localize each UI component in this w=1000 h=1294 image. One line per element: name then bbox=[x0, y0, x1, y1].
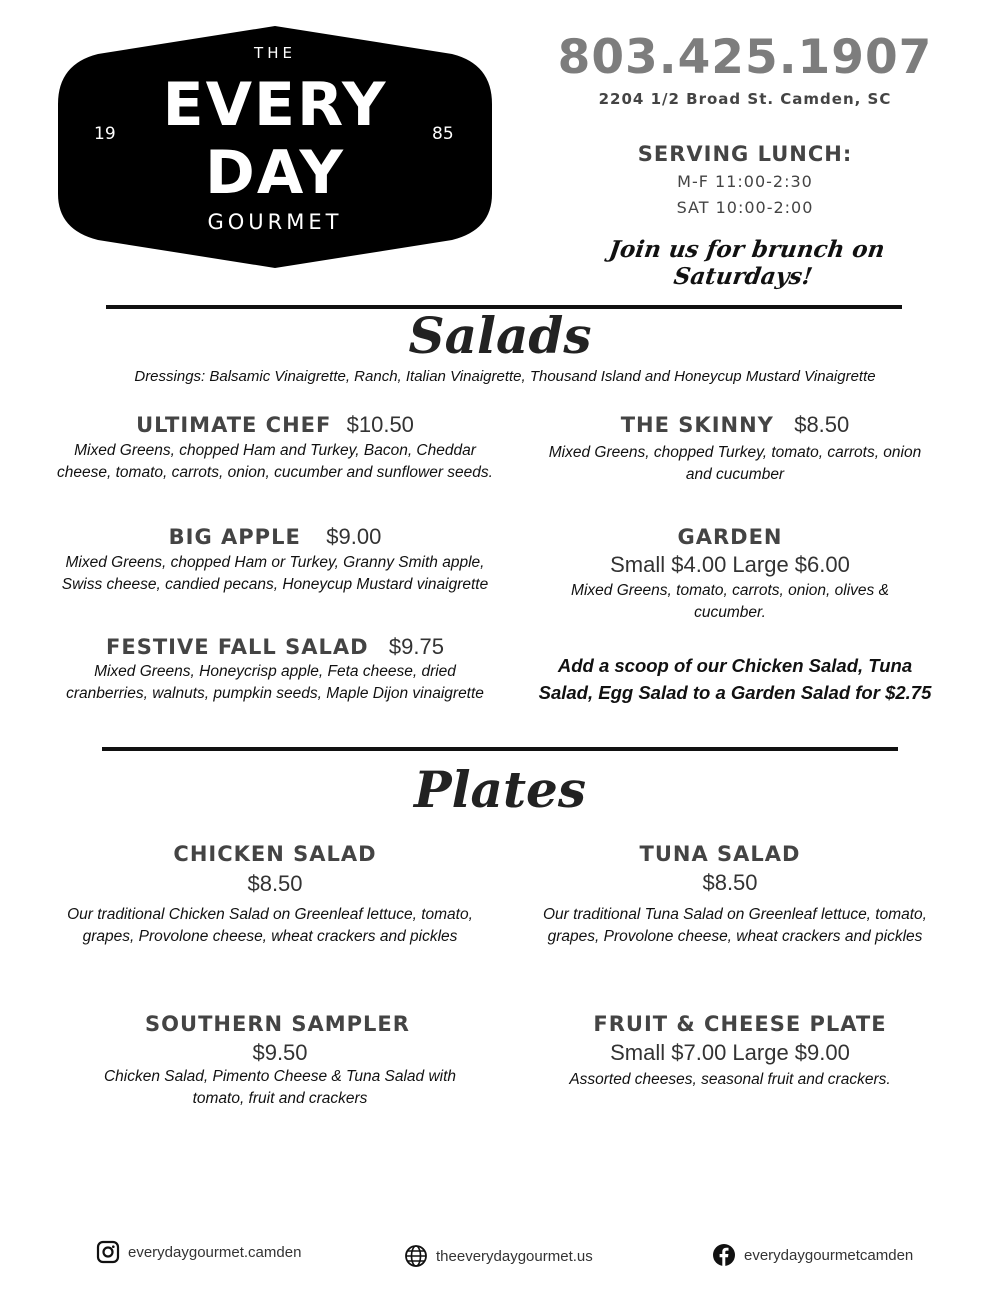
garden-desc-line1: Mixed Greens, tomato, carrots, onion, olives & bbox=[571, 582, 889, 599]
the-skinny-description bbox=[520, 442, 950, 486]
tuna-salad-desc-line1: Our traditional Tuna Salad on Greenleaf lettuce, tomato, bbox=[543, 906, 927, 923]
southern-sampler-description bbox=[40, 1066, 520, 1110]
garden-name: GARDEN bbox=[677, 525, 783, 549]
logo-gourmet: GOURMET bbox=[207, 210, 343, 234]
fruit-cheese-desc-line1: Assorted cheeses, seasonal fruit and crackers. bbox=[569, 1071, 891, 1088]
address: 2204 1/2 Broad St. Camden, SC bbox=[598, 90, 892, 108]
instagram-icon bbox=[96, 1240, 120, 1264]
tuna-salad-name: TUNA SALAD bbox=[639, 842, 801, 866]
festive-fall-desc-line2: cranberries, walnuts, pumpkin seeds, Maple Dijon vinaigrette bbox=[66, 685, 484, 702]
tuna-salad-description bbox=[520, 904, 950, 948]
big-apple-desc-line1: Mixed Greens, chopped Ham or Turkey, Granny Smith apple, bbox=[65, 554, 485, 571]
serving-lunch-heading: SERVING LUNCH: bbox=[637, 142, 853, 166]
fruit-cheese-price: Small $7.00 Large $9.00 bbox=[610, 1040, 850, 1065]
hours-saturday: SAT 10:00-2:00 bbox=[676, 198, 814, 217]
big-apple-heading bbox=[40, 524, 510, 550]
addon-line1: Add a scoop of our Chicken Salad, Tuna bbox=[557, 655, 913, 676]
garden-price: Small $4.00 Large $6.00 bbox=[610, 552, 850, 577]
logo-day: DAY bbox=[205, 138, 345, 208]
footer-instagram[interactable] bbox=[96, 1240, 301, 1264]
dressings-list: Dressings: Balsamic Vinaigrette, Ranch, Italian Vinaigrette, Thousand Island and Honeycup Mustard Vinaigrette bbox=[134, 368, 876, 385]
garden-desc-line2: cucumber. bbox=[694, 604, 766, 621]
garden-addon-note bbox=[520, 652, 950, 706]
southern-sampler-desc-line2: tomato, fruit and crackers bbox=[192, 1090, 368, 1107]
footer-facebook[interactable] bbox=[712, 1243, 913, 1267]
facebook-icon bbox=[712, 1243, 736, 1267]
chicken-salad-price: $8.50 bbox=[247, 871, 303, 896]
brunch-note: Join us for brunch on Saturdays! bbox=[607, 236, 887, 290]
logo-the: THE bbox=[254, 44, 296, 62]
ultimate-chef-name: ULTIMATE CHEF bbox=[136, 413, 332, 437]
festive-fall-name: FESTIVE FALL SALAD bbox=[106, 635, 369, 659]
footer-website[interactable] bbox=[404, 1244, 593, 1268]
festive-fall-heading bbox=[40, 634, 510, 660]
instagram-handle[interactable]: everydaygourmet.camden bbox=[128, 1243, 302, 1261]
the-skinny-heading bbox=[520, 412, 950, 438]
tuna-salad-price: $8.50 bbox=[702, 870, 758, 895]
website-url[interactable]: theeverydaygourmet.us bbox=[436, 1247, 593, 1265]
garden-description bbox=[520, 580, 940, 624]
big-apple-desc-line2: Swiss cheese, candied pecans, Honeycup Mustard vinaigrette bbox=[61, 576, 489, 593]
plates-title: Plates bbox=[413, 760, 587, 819]
festive-fall-description bbox=[40, 661, 510, 705]
divider-middle bbox=[102, 747, 898, 751]
logo-badge bbox=[58, 24, 492, 270]
hours-weekday: M-F 11:00-2:30 bbox=[677, 172, 813, 191]
globe-icon bbox=[404, 1244, 428, 1268]
big-apple-description bbox=[40, 552, 510, 596]
logo-year-left: 19 bbox=[94, 124, 116, 144]
the-skinny-desc-line2: and cucumber bbox=[685, 466, 785, 483]
ultimate-chef-desc-line2: cheese, tomato, carrots, onion, cucumber and sunflower seeds. bbox=[57, 464, 493, 481]
fruit-cheese-name: FRUIT & CHEESE PLATE bbox=[593, 1012, 887, 1036]
chicken-salad-description bbox=[30, 904, 510, 948]
salads-title: Salads bbox=[408, 306, 592, 365]
southern-sampler-price: $9.50 bbox=[252, 1040, 308, 1065]
ultimate-chef-description bbox=[40, 440, 510, 484]
ultimate-chef-heading bbox=[40, 412, 510, 438]
chicken-salad-name: CHICKEN SALAD bbox=[173, 842, 377, 866]
the-skinny-price: $8.50 bbox=[794, 412, 850, 437]
ultimate-chef-desc-line1: Mixed Greens, chopped Ham and Turkey, Bacon, Cheddar bbox=[74, 442, 476, 459]
ultimate-chef-price: $10.50 bbox=[346, 412, 414, 437]
festive-fall-desc-line1: Mixed Greens, Honeycrisp apple, Feta cheese, dried bbox=[94, 663, 456, 680]
festive-fall-price: $9.75 bbox=[388, 634, 444, 659]
southern-sampler-desc-line1: Chicken Salad, Pimento Cheese & Tuna Salad with bbox=[103, 1068, 457, 1085]
logo-every: EVERY bbox=[162, 70, 388, 140]
the-skinny-name: THE SKINNY bbox=[620, 413, 774, 437]
chicken-salad-desc-line1: Our traditional Chicken Salad on Greenleaf lettuce, tomato, bbox=[67, 906, 473, 923]
phone-number: 803.425.1907 bbox=[557, 30, 933, 85]
southern-sampler-name: SOUTHERN SAMPLER bbox=[145, 1012, 410, 1036]
the-skinny-desc-line1: Mixed Greens, chopped Turkey, tomato, carrots, onion bbox=[548, 444, 922, 461]
fruit-cheese-description bbox=[520, 1069, 940, 1091]
addon-line2: Salad, Egg Salad to a Garden Salad for $2.75 bbox=[538, 682, 932, 703]
logo-year-right: 85 bbox=[432, 124, 454, 144]
big-apple-price: $9.00 bbox=[326, 524, 382, 549]
facebook-handle[interactable]: everydaygourmetcamden bbox=[744, 1246, 914, 1264]
tuna-salad-desc-line2: grapes, Provolone cheese, wheat crackers and pickles bbox=[547, 928, 923, 945]
big-apple-name: BIG APPLE bbox=[168, 525, 301, 549]
chicken-salad-desc-line2: grapes, Provolone cheese, wheat crackers and pickles bbox=[82, 928, 458, 945]
